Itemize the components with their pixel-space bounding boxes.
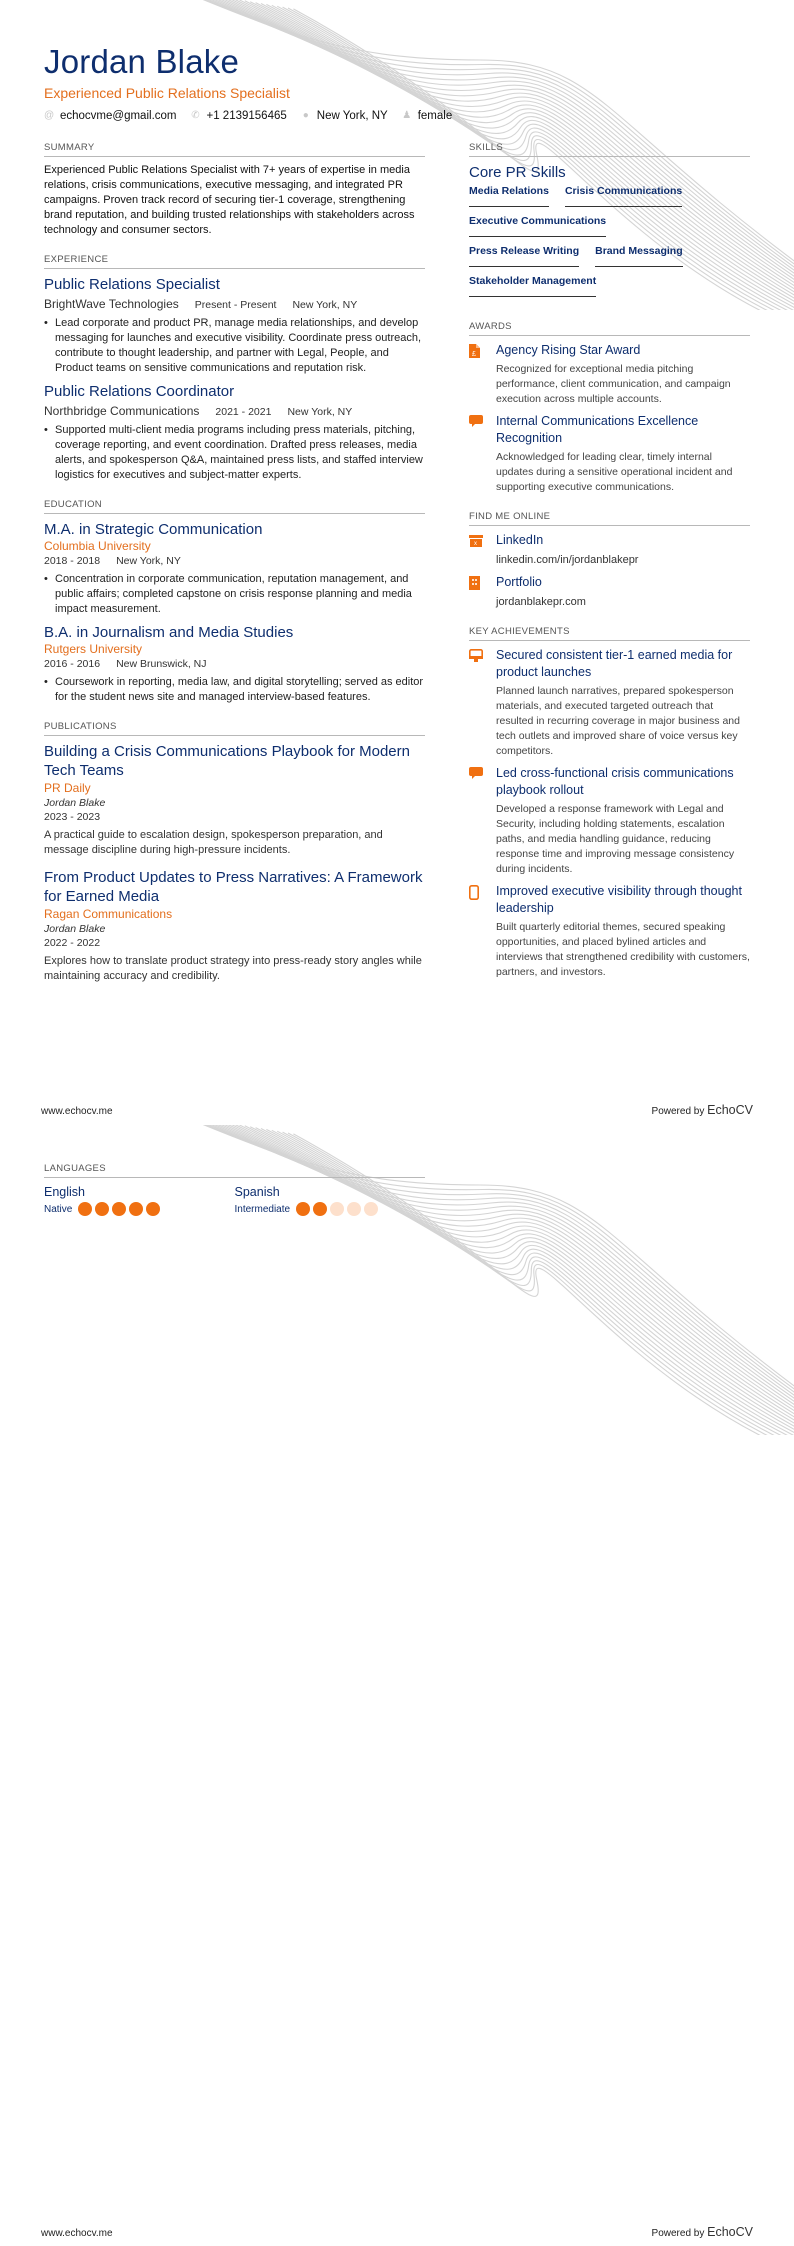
footer-brand: EchoCV xyxy=(707,2225,753,2239)
svg-text:£: £ xyxy=(472,351,476,358)
language-level: Native xyxy=(44,1203,73,1215)
summary-text: Experienced Public Relations Specialist with 7+ years of expertise in media relations, crisis communications, executive messaging, and integrated PR campaigns. Proven track record of securing tier-1 coverage, strengthening brand reputation, and building trusted relationships with stakeholders across technology and consumer sectors. xyxy=(44,164,415,236)
skill-tag: Crisis Communications xyxy=(565,185,682,207)
job-meta xyxy=(44,297,425,313)
education-dates: 2016 - 2016 xyxy=(44,658,101,670)
publication-item xyxy=(44,742,425,858)
language-level-row xyxy=(44,1202,235,1216)
publisher: Ragan Communications xyxy=(44,907,173,921)
section-heading: EDUCATION xyxy=(44,499,425,514)
job-meta xyxy=(44,404,425,420)
contact-bar xyxy=(44,110,744,122)
skills-list xyxy=(469,185,709,305)
powered-prefix: Powered by xyxy=(651,1106,705,1117)
achievement-description: Built quarterly editorial themes, secured speaking opportunities, and placed bylined articles and interviews that strengthened credibility with customers, partners, and investors. xyxy=(496,921,750,978)
language-level-row xyxy=(235,1202,426,1216)
language-name: English xyxy=(44,1185,85,1199)
section-heading: SUMMARY xyxy=(44,142,425,157)
skills-section xyxy=(469,142,750,305)
award-title: Internal Communications Excellence Recognition xyxy=(496,414,699,445)
education-meta xyxy=(44,657,425,672)
building-icon xyxy=(469,574,496,610)
skill-tag: Media Relations xyxy=(469,185,549,207)
footer-powered-by xyxy=(652,1103,753,1117)
job-title: Public Relations Specialist xyxy=(44,276,220,293)
contact-location xyxy=(301,110,388,122)
degree: M.A. in Strategic Communication xyxy=(44,521,263,538)
rating-dot-filled xyxy=(313,1202,327,1216)
award-item xyxy=(469,413,750,495)
job-location: New York, NY xyxy=(292,299,358,311)
skill-group-title: Core PR Skills xyxy=(469,164,566,181)
bullet-text: Concentration in corporate communication, reputation management, and public affairs; completed capstone on crisis response planning and media impact measurement. xyxy=(55,573,412,615)
online-url[interactable]: jordanblakepr.com xyxy=(496,596,586,608)
achievement-item xyxy=(469,765,750,877)
rating-dot-filled xyxy=(78,1202,92,1216)
contact-phone[interactable] xyxy=(191,110,287,122)
experience-item xyxy=(44,275,425,376)
online-label[interactable]: Portfolio xyxy=(496,575,542,589)
publication-description: A practical guide to escalation design, spokesperson preparation, and message discipline during high-pressure incidents. xyxy=(44,829,383,856)
experience-section xyxy=(44,254,425,483)
candidate-name: Jordan Blake xyxy=(44,43,240,80)
company: Northbridge Communications xyxy=(44,404,200,418)
education-item xyxy=(44,520,425,617)
phone-value: +1 2139156465 xyxy=(206,110,287,122)
email-value: echocvme@gmail.com xyxy=(60,110,177,122)
footer-site-link[interactable]: www.echocv.me xyxy=(41,1106,113,1117)
education-item xyxy=(44,623,425,705)
job-dates: Present - Present xyxy=(194,299,277,311)
job-bullet: • Supported multi-client media programs including press materials, pitching, coverage reporting, and event coordination. Drafted press releases, media alerts, and spokesperson Q&A, maintained press lists, and staffed interview logistics for executives and subject-matter experts. xyxy=(44,423,425,483)
rating-dot-empty xyxy=(364,1202,378,1216)
language-rating xyxy=(296,1202,381,1216)
education-dates: 2018 - 2018 xyxy=(44,555,101,567)
publication-author: Jordan Blake xyxy=(44,797,106,809)
page-footer xyxy=(41,1103,753,1117)
document-icon xyxy=(469,342,496,407)
publication-dates: 2023 - 2023 xyxy=(44,811,101,823)
publication-title: From Product Updates to Press Narratives: A Framework for Earned Media xyxy=(44,869,423,905)
publication-author: Jordan Blake xyxy=(44,923,106,935)
education-bullet: • Coursework in reporting, media law, and digital storytelling; served as editor for the student news site and managed interview-based features. xyxy=(44,676,424,703)
chat-bubble-icon xyxy=(469,765,496,877)
company: BrightWave Technologies xyxy=(44,297,179,311)
achievement-title: Led cross-functional crisis communications playbook rollout xyxy=(496,766,734,797)
location-value: New York, NY xyxy=(316,110,388,122)
location-icon: ● xyxy=(302,110,309,121)
publication-title: Building a Crisis Communications Playbook for Modern Tech Teams xyxy=(44,743,410,779)
contact-gender xyxy=(402,110,453,122)
publication-description: Explores how to translate product strategy into press-ready story angles while maintaining accuracy and credibility. xyxy=(44,955,422,982)
skill-tag: Executive Communications xyxy=(469,215,606,237)
resume-header xyxy=(44,42,744,122)
education-meta xyxy=(44,554,425,569)
rating-dot-filled xyxy=(146,1202,160,1216)
svg-text:x: x xyxy=(474,541,477,547)
job-location: New York, NY xyxy=(287,406,353,418)
section-heading: AWARDS xyxy=(469,321,750,336)
section-heading: KEY ACHIEVEMENTS xyxy=(469,626,750,641)
online-item[interactable] xyxy=(469,532,750,568)
languages-section xyxy=(44,1163,425,1216)
languages-list xyxy=(44,1184,425,1216)
publisher: PR Daily xyxy=(44,781,91,795)
publication-dates: 2022 - 2022 xyxy=(44,937,101,949)
job-title: Public Relations Coordinator xyxy=(44,383,235,400)
online-item[interactable] xyxy=(469,574,750,610)
award-description: Recognized for exceptional media pitching performance, client communication, and campaign execution across multiple accounts. xyxy=(496,363,731,405)
experience-item xyxy=(44,382,425,483)
section-heading: FIND ME ONLINE xyxy=(469,511,750,526)
mobile-icon xyxy=(469,883,496,980)
language-name: Spanish xyxy=(234,1185,280,1199)
monitor-icon xyxy=(469,647,496,759)
achievement-title: Secured consistent tier-1 earned media for product launches xyxy=(496,648,733,679)
email-icon: @ xyxy=(44,110,55,121)
job-bullet: • Lead corporate and product PR, manage media relationships, and develop messaging for launches and executive visibility. Coordinate press outreach, contribute to thought leadership, and partner with Legal, People, and Product teams on sensitive communications and reputation risk. xyxy=(44,316,425,376)
degree: B.A. in Journalism and Media Studies xyxy=(44,624,294,641)
bullet-text: Lead corporate and product PR, manage media relationships, and develop messaging for launches and executive visibility. Coordinate press outreach, contribute to thought leadership, and partner with Legal, People, and Product teams on sensitive communications and reputation risk. xyxy=(55,317,422,374)
right-column xyxy=(469,142,750,996)
bullet-text: Coursework in reporting, media law, and digital storytelling; served as editor for the student news site and managed interview-based features. xyxy=(55,676,424,703)
skill-tag: Brand Messaging xyxy=(595,245,683,267)
language-item xyxy=(235,1184,426,1216)
bullet-text: Supported multi-client media programs including press materials, pitching, coverage reporting, and event coordination. Drafted press releases, media alerts, and spokesperson Q&A, maintained press lists, and staffed interview logistics for executives and subject-matter experts. xyxy=(55,424,423,481)
award-description: Acknowledged for leading clear, timely internal updates during a sensitive operational incident and supporting executive communications. xyxy=(496,451,733,493)
publication-item xyxy=(44,868,425,984)
section-heading: LANGUAGES xyxy=(44,1163,425,1178)
school: Rutgers University xyxy=(44,642,143,656)
footer-brand: EchoCV xyxy=(707,1103,753,1117)
language-rating xyxy=(78,1202,163,1216)
footer-site-link[interactable]: www.echocv.me xyxy=(41,2228,113,2239)
rating-dot-filled xyxy=(95,1202,109,1216)
school: Columbia University xyxy=(44,539,151,553)
skill-tag: Stakeholder Management xyxy=(469,275,596,297)
publications-section xyxy=(44,721,425,984)
page-footer xyxy=(41,2225,753,2239)
footer-powered-by xyxy=(652,2225,753,2239)
section-heading: PUBLICATIONS xyxy=(44,721,425,736)
job-dates: 2021 - 2021 xyxy=(215,406,272,418)
rating-dot-filled xyxy=(112,1202,126,1216)
contact-email[interactable] xyxy=(44,110,177,122)
awards-section xyxy=(469,321,750,495)
phone-icon: ✆ xyxy=(191,110,200,121)
candidate-title: Experienced Public Relations Specialist xyxy=(44,85,290,101)
award-title: Agency Rising Star Award xyxy=(496,343,641,357)
section-heading: EXPERIENCE xyxy=(44,254,425,269)
education-location: New Brunswick, NJ xyxy=(116,658,207,670)
chat-bubble-icon xyxy=(469,413,496,495)
archive-icon xyxy=(469,532,496,568)
education-section xyxy=(44,499,425,705)
rating-dot-empty xyxy=(347,1202,361,1216)
achievement-description: Planned launch narratives, prepared spokesperson materials, and executed targeted outreach that resulted in recurring coverage in major business and tech outlets and improved share of voice versus key competitors. xyxy=(496,685,740,757)
online-section xyxy=(469,511,750,610)
achievement-item xyxy=(469,883,750,980)
powered-prefix: Powered by xyxy=(651,2228,705,2239)
achievement-description: Developed a response framework with Legal and Security, including holding statements, escalation paths, and media handling guidance, reducing response time and improving message consistency during incidents. xyxy=(496,803,735,875)
achievement-title: Improved executive visibility through thought leadership xyxy=(496,884,742,915)
section-heading: SKILLS xyxy=(469,142,750,157)
skill-tag: Press Release Writing xyxy=(469,245,579,267)
language-level: Intermediate xyxy=(234,1203,291,1215)
summary-section xyxy=(44,142,425,238)
rating-dot-filled xyxy=(296,1202,310,1216)
achievements-section xyxy=(469,626,750,980)
left-column xyxy=(44,142,425,1000)
education-location: New York, NY xyxy=(116,555,181,567)
person-icon: ♟ xyxy=(402,110,412,121)
education-bullet: • Concentration in corporate communication, reputation management, and public affairs; completed capstone on crisis response planning and media impact measurement. xyxy=(44,572,425,617)
resume-page-2 xyxy=(0,1125,794,2246)
award-item xyxy=(469,342,750,407)
language-item xyxy=(44,1184,235,1216)
online-label[interactable]: LinkedIn xyxy=(496,533,544,547)
rating-dot-filled xyxy=(129,1202,143,1216)
online-url[interactable]: linkedin.com/in/jordanblakepr xyxy=(496,554,639,566)
achievement-item xyxy=(469,647,750,759)
rating-dot-empty xyxy=(330,1202,344,1216)
gender-value: female xyxy=(417,110,453,122)
